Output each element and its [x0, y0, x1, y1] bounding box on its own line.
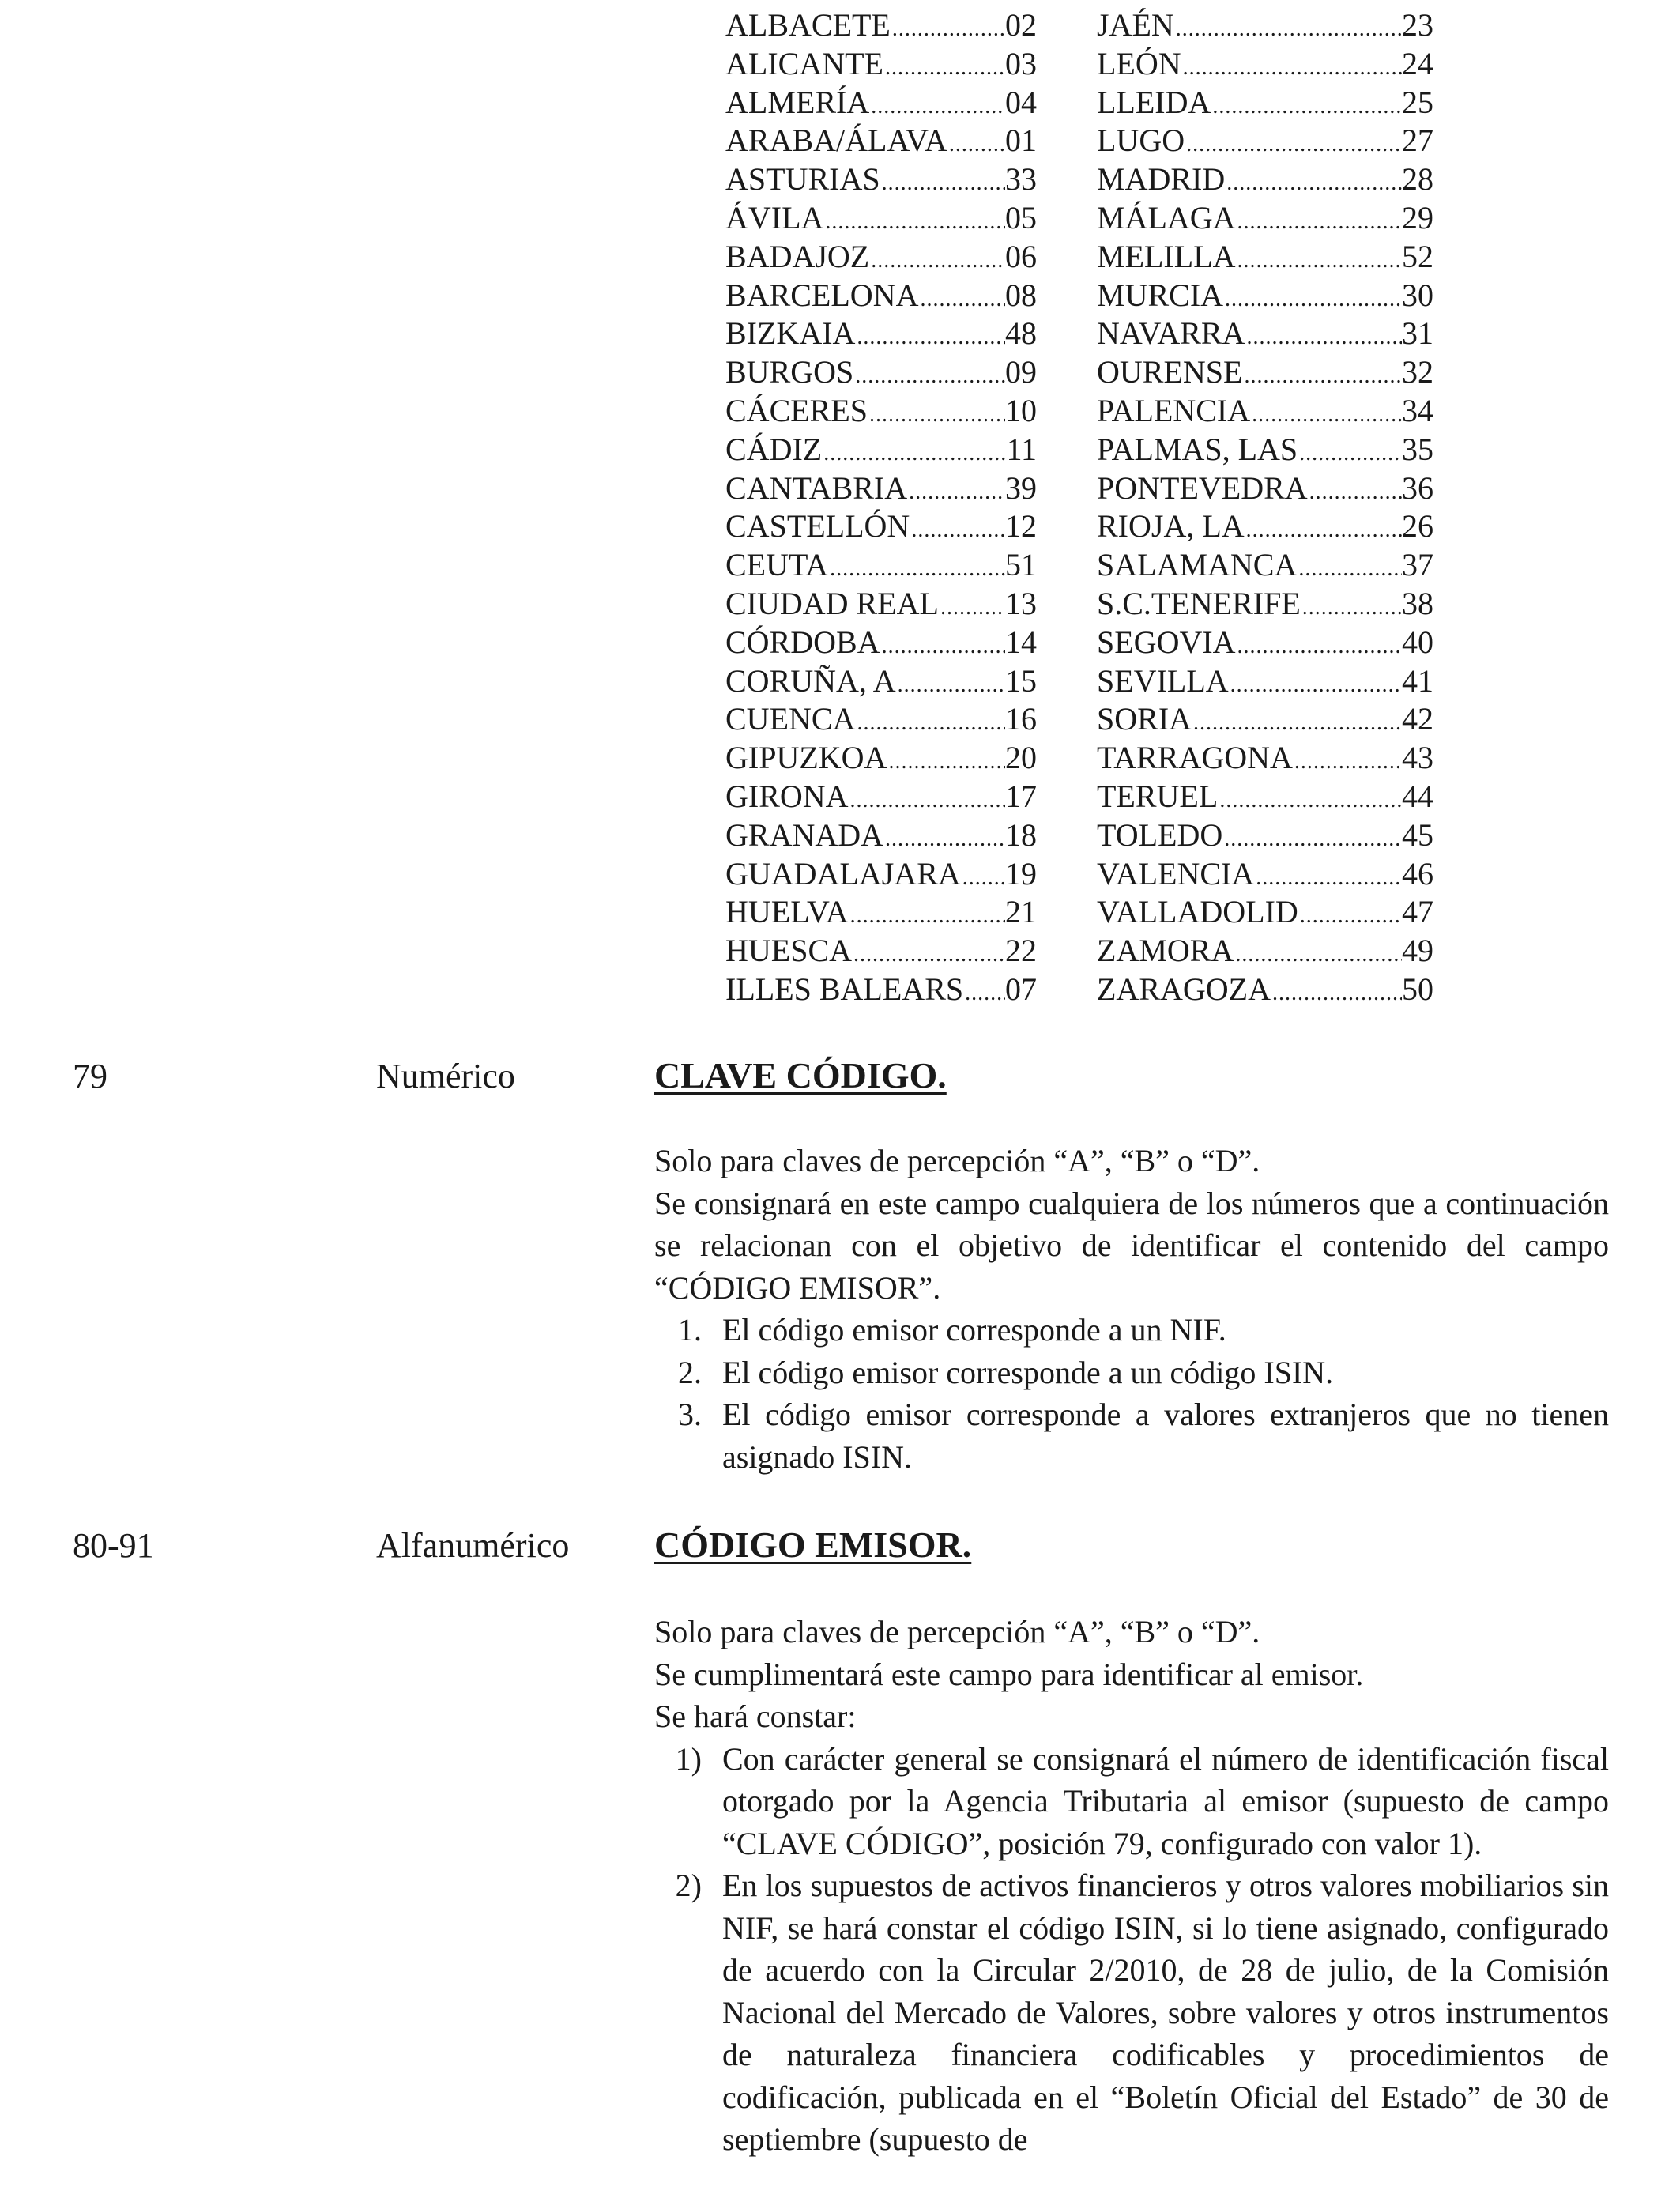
province-row — [1097, 971, 1433, 1009]
province-code: 12 — [1005, 508, 1037, 545]
dot-leader — [855, 704, 1005, 743]
field-80-91-list-item — [654, 1864, 1609, 2161]
list-marker: 2. — [678, 1354, 702, 1390]
province-row — [1097, 624, 1433, 662]
province-row — [1097, 160, 1433, 199]
province-code: 13 — [1005, 585, 1037, 621]
dot-leader — [1223, 281, 1402, 319]
province-name: VALLADOLID — [1097, 894, 1298, 930]
list-marker: 1. — [678, 1312, 702, 1348]
province-row — [725, 624, 1037, 662]
field-79-list-item — [654, 1351, 1609, 1394]
province-code: 09 — [1005, 354, 1037, 390]
province-row — [725, 6, 1037, 45]
province-code: 39 — [1005, 469, 1037, 506]
province-code: 23 — [1402, 7, 1433, 43]
province-name: ALMERÍA — [725, 84, 870, 120]
province-name: BADAJOZ — [725, 238, 870, 274]
province-row — [725, 971, 1037, 1009]
province-row — [725, 816, 1037, 855]
dot-leader — [1174, 10, 1402, 49]
province-row — [725, 855, 1037, 894]
province-row — [1097, 6, 1433, 45]
province-code: 28 — [1402, 161, 1433, 198]
province-row — [725, 700, 1037, 739]
province-code: 41 — [1402, 662, 1433, 699]
province-code: 11 — [1006, 431, 1037, 467]
province-code: 38 — [1402, 585, 1433, 621]
province-name: VALENCIA — [1097, 855, 1255, 892]
province-name: ILLES BALEARS — [725, 971, 964, 1007]
province-name: CEUTA — [725, 547, 829, 583]
province-name: TARRAGONA — [1097, 740, 1293, 776]
dot-leader — [852, 936, 1005, 974]
province-code: 15 — [1005, 662, 1037, 699]
province-row — [1097, 199, 1433, 238]
province-code: 24 — [1402, 45, 1433, 81]
field-79-title: CLAVE CÓDIGO. — [654, 1055, 947, 1095]
dot-leader — [883, 49, 1005, 88]
province-code: 16 — [1005, 701, 1037, 737]
dot-leader — [853, 357, 1005, 396]
province-row — [725, 199, 1037, 238]
province-code: 47 — [1402, 894, 1433, 930]
dot-leader — [1308, 473, 1402, 512]
province-name: LEÓN — [1097, 45, 1181, 81]
province-row — [725, 546, 1037, 585]
province-code: 32 — [1402, 354, 1433, 390]
province-row — [1097, 122, 1433, 160]
province-code: 40 — [1402, 624, 1433, 660]
province-row — [725, 277, 1037, 315]
list-text: El código emisor corresponde a valores extranjeros que no tienen asignado ISIN. — [722, 1397, 1609, 1475]
dot-leader — [1225, 164, 1402, 203]
province-code: 18 — [1005, 816, 1037, 853]
dot-leader — [1298, 897, 1402, 936]
province-name: CÓRDOBA — [725, 624, 880, 660]
dot-leader — [1236, 242, 1402, 281]
province-row — [725, 160, 1037, 199]
dot-leader — [869, 242, 1005, 281]
dot-leader — [1236, 203, 1402, 242]
province-name: ALICANTE — [725, 45, 883, 81]
field-80-91-list-item — [654, 1738, 1609, 1865]
dot-leader — [963, 974, 1005, 1013]
province-code: 05 — [1005, 199, 1037, 236]
province-code: 22 — [1005, 933, 1037, 969]
dot-leader — [1245, 511, 1402, 550]
dot-leader — [907, 473, 1005, 512]
dot-leader — [880, 628, 1005, 666]
province-name: LLEIDA — [1097, 84, 1211, 120]
province-name: GRANADA — [725, 816, 883, 853]
field-79-paragraph: Se consignará en este campo cualquiera de los números que a continuación se relacionan con el objetivo de identificar el contenido del campo “CÓDIGO EMISOR”. — [654, 1185, 1609, 1306]
province-name: CORUÑA, A — [725, 662, 896, 699]
province-code: 36 — [1402, 469, 1433, 506]
province-code: 04 — [1005, 84, 1037, 120]
province-row — [725, 585, 1037, 624]
field-80-91-title: CÓDIGO EMISOR. — [654, 1525, 972, 1565]
field-80-91-description — [654, 1611, 1609, 2161]
province-code: 07 — [1005, 971, 1037, 1007]
list-text: El código emisor corresponde a un NIF. — [722, 1312, 1226, 1348]
province-code: 06 — [1005, 238, 1037, 274]
dot-leader — [855, 319, 1005, 357]
province-name: SALAMANCA — [1097, 547, 1298, 583]
province-name: MURCIA — [1097, 277, 1224, 313]
dot-leader — [823, 203, 1005, 242]
province-row — [725, 431, 1037, 469]
province-code: 20 — [1005, 740, 1037, 776]
dot-leader — [869, 88, 1005, 126]
province-row — [1097, 353, 1433, 392]
province-name: CANTABRIA — [725, 469, 908, 506]
province-name: PALENCIA — [1097, 392, 1251, 428]
province-table-right-column — [1097, 6, 1433, 1009]
province-row — [725, 778, 1037, 816]
province-row — [1097, 546, 1433, 585]
province-code: 34 — [1402, 392, 1433, 428]
province-code: 31 — [1402, 315, 1433, 352]
province-row — [1097, 431, 1433, 469]
province-name: CIUDAD REAL — [725, 585, 939, 621]
dot-leader — [896, 666, 1005, 705]
province-name: ZARAGOZA — [1097, 971, 1271, 1007]
province-row — [1097, 739, 1433, 778]
province-name: MADRID — [1097, 161, 1226, 198]
province-name: TOLEDO — [1097, 816, 1223, 853]
dot-leader — [828, 550, 1005, 589]
province-name: HUESCA — [725, 933, 853, 969]
province-row — [1097, 45, 1433, 84]
dot-leader — [1297, 550, 1402, 589]
province-code: 30 — [1402, 277, 1433, 313]
field-80-91-type: Alfanumérico — [376, 1526, 570, 1565]
dot-leader — [1185, 126, 1402, 164]
province-row — [1097, 277, 1433, 315]
dot-leader — [1229, 666, 1402, 705]
list-marker: 1) — [675, 1740, 702, 1777]
province-row — [1097, 507, 1433, 546]
province-name: ALBACETE — [725, 7, 891, 43]
province-code: 52 — [1402, 238, 1433, 274]
dot-leader — [1181, 49, 1402, 88]
province-name: CUENCA — [725, 701, 856, 737]
province-code: 14 — [1005, 624, 1037, 660]
dot-leader — [1250, 396, 1402, 435]
province-code: 49 — [1402, 933, 1433, 969]
province-row — [1097, 469, 1433, 508]
province-code: 03 — [1005, 45, 1037, 81]
province-row — [725, 84, 1037, 123]
province-name: S.C.TENERIFE — [1097, 585, 1301, 621]
dot-leader — [1245, 319, 1402, 357]
province-code: 42 — [1402, 701, 1433, 737]
province-name: JAÉN — [1097, 7, 1174, 43]
province-name: TERUEL — [1097, 778, 1219, 814]
province-code: 29 — [1402, 199, 1433, 236]
field-79-type: Numérico — [376, 1057, 515, 1095]
field-80-91-position: 80-91 — [73, 1526, 154, 1565]
province-name: SEVILLA — [1097, 662, 1229, 699]
province-name: PONTEVEDRA — [1097, 469, 1308, 506]
province-code: 37 — [1402, 547, 1433, 583]
province-name: OURENSE — [1097, 354, 1243, 390]
province-name: RIOJA, LA — [1097, 508, 1245, 545]
province-row — [1097, 932, 1433, 971]
province-name: CÁDIZ — [725, 431, 823, 467]
dot-leader — [1254, 859, 1402, 898]
province-table-left-column — [725, 6, 1037, 1009]
province-code: 43 — [1402, 740, 1433, 776]
province-code: 26 — [1402, 508, 1433, 545]
dot-leader — [1236, 628, 1402, 666]
dot-leader — [1222, 820, 1402, 859]
province-name: ARABA/ÁLAVA — [725, 123, 947, 159]
province-name: SEGOVIA — [1097, 624, 1236, 660]
dot-leader — [849, 897, 1005, 936]
province-row — [725, 392, 1037, 431]
dot-leader — [891, 10, 1005, 49]
province-name: GIRONA — [725, 778, 849, 814]
province-code: 01 — [1005, 123, 1037, 159]
province-row — [1097, 662, 1433, 701]
province-row — [725, 45, 1037, 84]
dot-leader — [883, 820, 1005, 859]
province-row — [1097, 315, 1433, 353]
field-79-position: 79 — [73, 1057, 107, 1095]
province-row — [725, 507, 1037, 546]
province-code: 48 — [1005, 315, 1037, 352]
province-code: 35 — [1402, 431, 1433, 467]
province-name: PALMAS, LAS — [1097, 431, 1298, 467]
dot-leader — [1298, 435, 1402, 473]
province-row — [1097, 238, 1433, 277]
province-row — [725, 932, 1037, 971]
list-marker: 3. — [678, 1397, 702, 1432]
dot-leader — [939, 589, 1005, 628]
province-code: 17 — [1005, 778, 1037, 814]
dot-leader — [1218, 782, 1402, 820]
province-row — [725, 893, 1037, 932]
province-name: BARCELONA — [725, 277, 919, 313]
province-row — [1097, 855, 1433, 894]
province-name: SORIA — [1097, 701, 1192, 737]
dot-leader — [880, 164, 1005, 203]
province-code: 51 — [1005, 547, 1037, 583]
dot-leader — [1192, 704, 1402, 743]
province-row — [725, 353, 1037, 392]
province-code: 44 — [1402, 778, 1433, 814]
field-80-91-paragraph: Solo para claves de percepción “A”, “B” o “D”. — [654, 1614, 1260, 1649]
field-79-list-item — [654, 1309, 1609, 1351]
field-79-paragraph: Solo para claves de percepción “A”, “B” o “D”. — [654, 1143, 1260, 1178]
province-name: GUADALAJARA — [725, 855, 961, 892]
province-name: MELILLA — [1097, 238, 1236, 274]
province-code: 08 — [1005, 277, 1037, 313]
province-row — [725, 238, 1037, 277]
province-row — [725, 662, 1037, 701]
field-80-91-paragraph: Se cumplimentará este campo para identificar al emisor. — [654, 1656, 1364, 1692]
province-code: 21 — [1005, 894, 1037, 930]
province-name: LUGO — [1097, 123, 1185, 159]
province-code: 50 — [1402, 971, 1433, 1007]
dot-leader — [849, 782, 1005, 820]
province-row — [1097, 700, 1433, 739]
province-code: 27 — [1402, 123, 1433, 159]
province-row — [725, 315, 1037, 353]
province-row — [1097, 84, 1433, 123]
dot-leader — [822, 435, 1006, 473]
province-code: 46 — [1402, 855, 1433, 892]
province-row — [1097, 585, 1433, 624]
list-text: El código emisor corresponde a un código ISIN. — [722, 1354, 1334, 1390]
province-name: ÁVILA — [725, 199, 824, 236]
province-code: 02 — [1005, 7, 1037, 43]
list-text: Con carácter general se consignará el número de identificación fiscal otorgado por la Agencia Tributaria al emisor (supuesto de campo “CLAVE CÓDIGO”, posición 79, configurado con valor 1). — [722, 1740, 1609, 1861]
province-name: GIPUZKOA — [725, 740, 887, 776]
province-code: 10 — [1005, 392, 1037, 428]
province-name: CÁCERES — [725, 392, 868, 428]
dot-leader — [887, 743, 1005, 782]
province-name: ASTURIAS — [725, 161, 880, 198]
dot-leader — [918, 281, 1005, 319]
province-row — [1097, 778, 1433, 816]
dot-leader — [961, 859, 1005, 898]
dot-leader — [1242, 357, 1402, 396]
province-code: 45 — [1402, 816, 1433, 853]
province-row — [725, 739, 1037, 778]
province-row — [725, 122, 1037, 160]
province-name: BURGOS — [725, 354, 854, 390]
list-marker: 2) — [675, 1868, 702, 1903]
field-79-list-item — [654, 1393, 1609, 1478]
province-code: 25 — [1402, 84, 1433, 120]
province-name: CASTELLÓN — [725, 508, 910, 545]
province-name: NAVARRA — [1097, 315, 1245, 352]
province-code: 19 — [1005, 855, 1037, 892]
dot-leader — [1301, 589, 1402, 628]
province-row — [725, 469, 1037, 508]
dot-leader — [1271, 974, 1402, 1013]
province-name: HUELVA — [725, 894, 849, 930]
dot-leader — [1211, 88, 1402, 126]
field-80-91-paragraph: Se hará constar: — [654, 1698, 857, 1734]
province-row — [1097, 893, 1433, 932]
field-79-description — [654, 1140, 1609, 1478]
province-name: MÁLAGA — [1097, 199, 1236, 236]
province-code: 33 — [1005, 161, 1037, 198]
province-row — [1097, 816, 1433, 855]
dot-leader — [1234, 936, 1402, 974]
province-name: ZAMORA — [1097, 933, 1234, 969]
dot-leader — [947, 126, 1005, 164]
dot-leader — [868, 396, 1005, 435]
province-name: BIZKAIA — [725, 315, 856, 352]
list-text: En los supuestos de activos financieros y otros valores mobiliarios sin NIF, se hará constar el código ISIN, si lo tiene asignado, configurado de acuerdo con la Circular 2/2010, de 28 de julio, de la Comisión Nacional del Mercado de Valores, sobre valores y otros instrumentos de naturaleza financiera codificables y procedimientos de codificación, publicada en el “Boletín Oficial del Estado” de 30 de septiembre (supuesto de — [722, 1868, 1609, 2157]
dot-leader — [1293, 743, 1402, 782]
dot-leader — [910, 511, 1005, 550]
province-row — [1097, 392, 1433, 431]
